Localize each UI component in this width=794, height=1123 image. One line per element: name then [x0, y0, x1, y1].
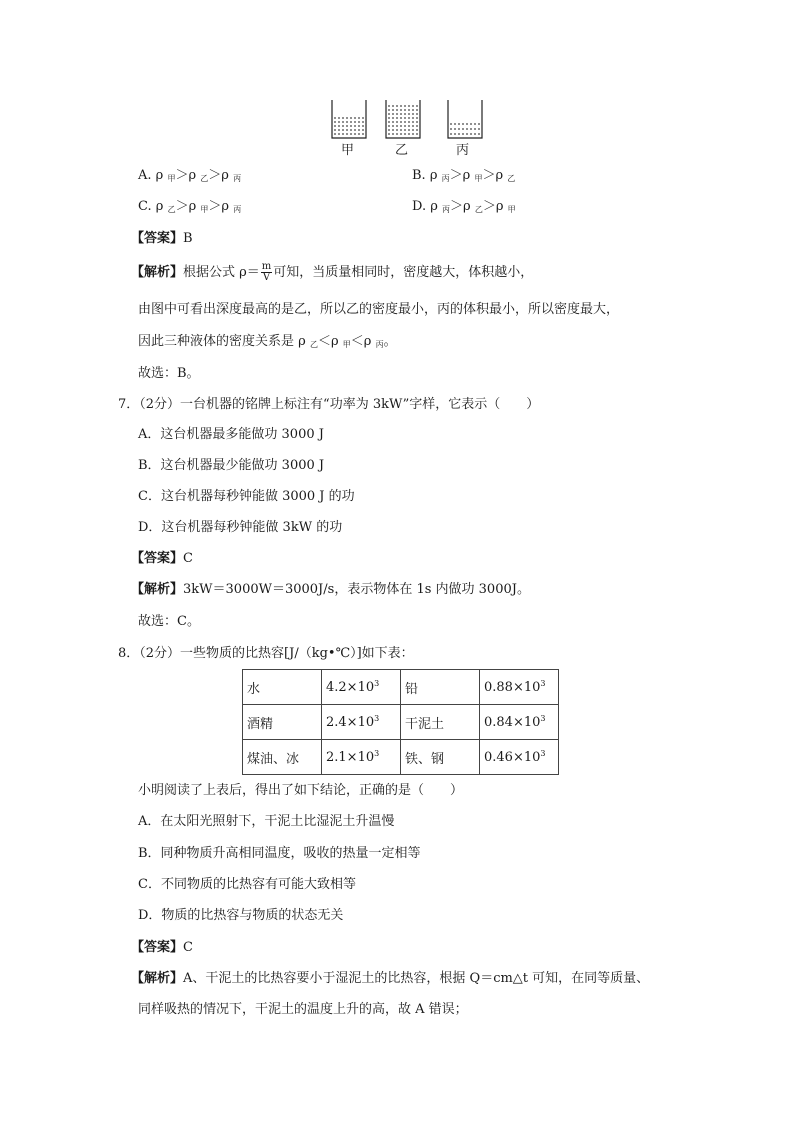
- q8-option-c: C．不同物质的比热容有可能大致相等: [138, 877, 356, 892]
- q8-option-a: A．在太阳光照射下，干泥土比湿泥土升温慢: [138, 814, 395, 829]
- table-row: [243, 670, 559, 705]
- q7-analysis: 【解析】3kW＝3000W＝3000J/s，表示物体在 1s 内做功 3000J。: [131, 582, 530, 597]
- table-cell: 铁、钢: [401, 740, 480, 775]
- q7-answer: 【答案】C: [131, 551, 193, 566]
- table-cell: $2.1\times 10^3$: [322, 740, 401, 775]
- beakers-figure: [320, 98, 500, 144]
- q6-option-b: B. ρ $_丙$＞ρ $_甲$＞ρ $_乙$: [412, 168, 516, 183]
- q8-answer: 【答案】C: [131, 940, 193, 955]
- q8-stem: 8．（2分）一些物质的比热容[J/（kg•℃）]如下表：: [118, 646, 414, 661]
- density-formula-fraction: $\frac{m}{V}$: [261, 261, 272, 283]
- beaker-label-yi: 乙: [395, 143, 409, 158]
- q6-option-d: D. ρ $_丙$＞ρ $_乙$＞ρ $_甲$: [412, 199, 516, 214]
- table-cell: $0.46\times 10^3$: [480, 740, 559, 775]
- q8-analysis-line-1: 【解析】A、干泥土的比热容要小于湿泥土的比热容，根据 Q＝cm△t 可知，在同等质量、: [131, 971, 650, 986]
- q6-analysis-line-2: 由图中可看出深度最高的是乙，所以乙的密度最小，丙的体积最小，所以密度最大，: [138, 302, 620, 317]
- q7-conclusion: 故选：C。: [138, 614, 200, 629]
- beaker-bing: [448, 100, 482, 138]
- q6-conclusion: 故选：B。: [138, 366, 200, 381]
- table-cell: 干泥土: [401, 705, 480, 740]
- q7-option-a: A．这台机器最多能做功 3000 J: [138, 427, 324, 442]
- table-cell: $2.4\times 10^3$: [322, 705, 401, 740]
- table-cell: 煤油、冰: [243, 740, 322, 775]
- table-cell: 水: [243, 670, 322, 705]
- table-cell: $0.84\times 10^3$: [480, 705, 559, 740]
- table-cell: $4.2\times 10^3$: [322, 670, 401, 705]
- table-row: [243, 705, 559, 740]
- q8-analysis-line-2: 同样吸热的情况下，干泥土的温度上升的高，故 A 错误；: [138, 1002, 468, 1017]
- q6-answer: 【答案】B: [131, 231, 193, 246]
- beaker-label-jia: 甲: [341, 143, 355, 158]
- table-cell: 铅: [401, 670, 480, 705]
- table-row: [243, 740, 559, 775]
- q7-stem: 7．（2分）一台机器的铭牌上标注有“功率为 3kW”字样，它表示（ ）: [118, 397, 540, 412]
- beaker-label-bing: 丙: [456, 143, 470, 158]
- q6-analysis-line-3: 因此三种液体的密度关系是 ρ $_乙$＜ρ $_甲$＜ρ $_丙$。: [138, 334, 397, 349]
- table-cell: $0.88\times 10^3$: [480, 670, 559, 705]
- q7-option-d: D．这台机器每秒钟能做 3kW 的功: [138, 520, 343, 535]
- table-cell: 酒精: [243, 705, 322, 740]
- q6-analysis-line-1: 【解析】根据公式 ρ＝ $\frac{m}{V}$ 可知，当质量相同时，密度越大，体积越小，: [131, 261, 534, 283]
- q8-option-b: B．同种物质升高相同温度，吸收的热量一定相等: [138, 846, 421, 861]
- beaker-jia: [332, 100, 366, 138]
- q8-option-d: D．物质的比热容与物质的状态无关: [138, 908, 344, 923]
- specific-heat-table: [242, 669, 559, 775]
- q8-question: 小明阅读了上表后，得出了如下结论，正确的是（ ）: [138, 783, 464, 798]
- q6-option-a: A. ρ $_甲$＞ρ $_乙$＞ρ $_丙$: [138, 168, 242, 183]
- beaker-yi: [386, 100, 420, 138]
- q7-option-c: C．这台机器每秒钟能做 3000 J 的功: [138, 489, 355, 504]
- q6-option-c: C. ρ $_乙$＞ρ $_甲$＞ρ $_丙$: [138, 199, 242, 214]
- q7-option-b: B．这台机器最少能做功 3000 J: [138, 458, 325, 473]
